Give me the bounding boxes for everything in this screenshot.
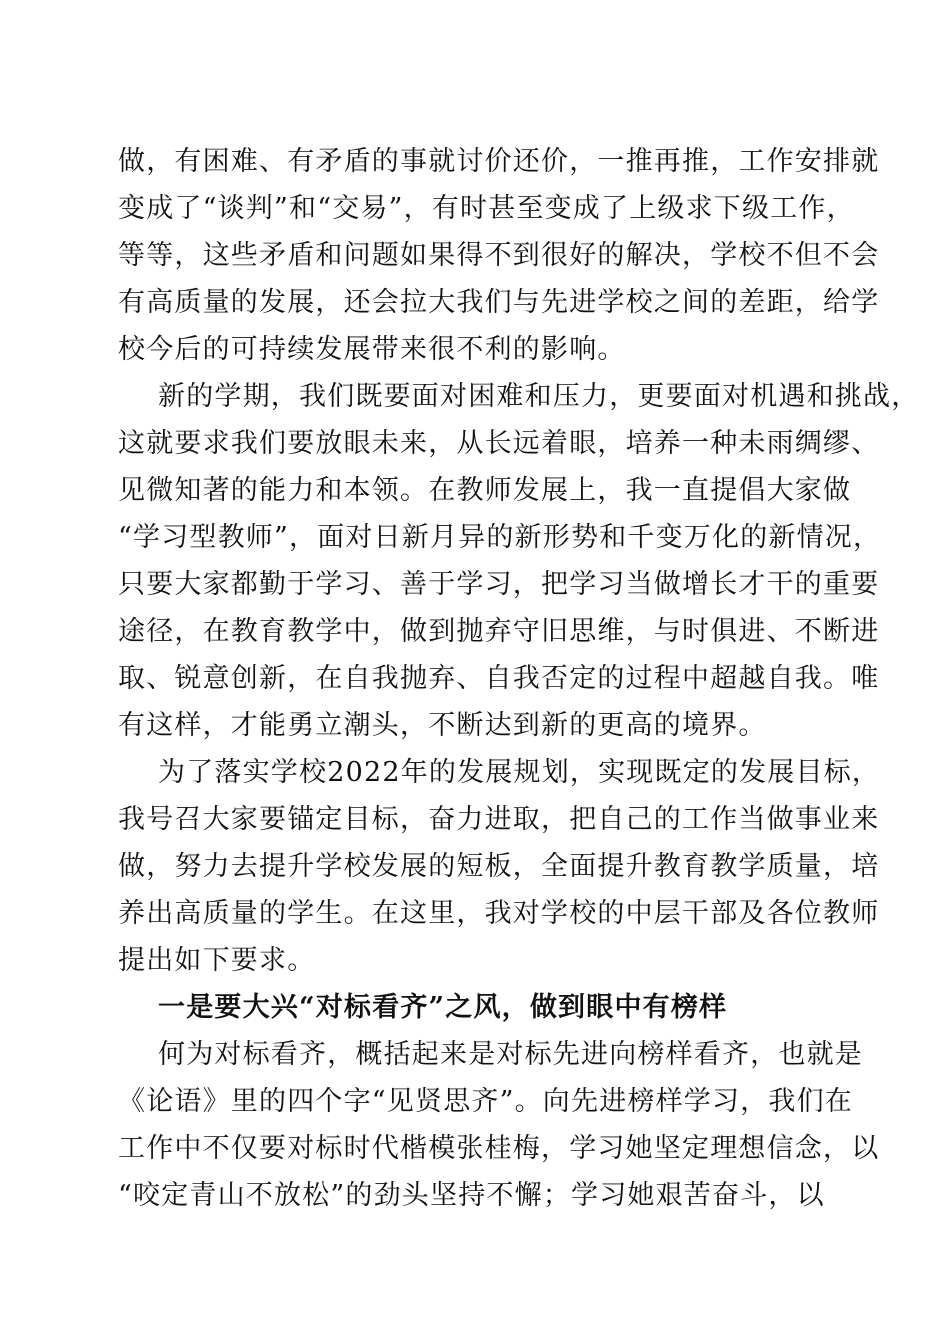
text-line: 养出高质量的学生。在这里，我对学校的中层干部及各位教师 xyxy=(118,898,880,929)
text-line: 何为对标看齐，概括起来是对标先进向榜样看齐，也就是 xyxy=(158,1039,863,1070)
text-line: 我号召大家要锚定目标，奋力进取，把自己的工作当做事业来 xyxy=(118,804,880,835)
text-line: 途径，在教育教学中，做到抛弃守旧思维，与时俱进、不断进 xyxy=(118,616,880,647)
text-line: 提出如下要求。 xyxy=(118,945,316,976)
paragraph-4 xyxy=(118,1031,880,1219)
text-line: 工作中不仅要对标时代楷模张桂梅，学习她坚定理想信念，以 xyxy=(118,1133,880,1164)
text-line: 等等，这些矛盾和问题如果得不到很好的解决，学校不但不会 xyxy=(118,240,880,271)
text-line: “学习型教师”，面对日新月异的新形势和千变万化的新情况， xyxy=(118,522,882,553)
heading-line: 一是要大兴“对标看齐”之风，做到眼中有榜样 xyxy=(158,992,728,1023)
text-line: 校今后的可持续发展带来很不利的影响。 xyxy=(118,334,626,365)
text-line: 变成了“谈判”和“交易”，有时甚至变成了上级求下级工作， xyxy=(118,193,855,224)
paragraph-3 xyxy=(118,749,881,984)
text-line: 取、锐意创新，在自我抛弃、自我否定的过程中超越自我。唯 xyxy=(118,663,880,694)
section-heading xyxy=(118,984,830,1031)
text-line: 做，努力去提升学校发展的短板，全面提升教育教学质量，培 xyxy=(118,851,880,882)
text-line: 做，有困难、有矛盾的事就讨价还价，一推再推，工作安排就 xyxy=(118,146,880,177)
text-line: 为了落实学校2022年的发展规划，实现既定的发展目标， xyxy=(158,757,881,788)
text-line: 有高质量的发展，还会拉大我们与先进学校之间的差距，给学 xyxy=(118,287,880,318)
text-line: 新的学期，我们既要面对困难和压力，更要面对机遇和挑战， xyxy=(158,381,920,412)
text-line: 见微知著的能力和本领。在教师发展上，我一直提倡大家做 xyxy=(118,475,852,506)
text-line: 有这样，才能勇立潮头，不断达到新的更高的境界。 xyxy=(118,710,767,741)
paragraph-2 xyxy=(118,373,920,749)
text-line: 这就要求我们要放眼未来，从长远着眼，培养一种未雨绸缪、 xyxy=(118,428,880,459)
text-line: “咬定青山不放松”的劲头坚持不懈；学习她艰苦奋斗，以 xyxy=(118,1180,825,1211)
text-line: 《论语》里的四个字“见贤思齐”。向先进榜样学习，我们在 xyxy=(118,1086,854,1117)
text-line: 只要大家都勤于学习、善于学习，把学习当做增长才干的重要 xyxy=(118,569,880,600)
paragraph-1 xyxy=(118,138,880,373)
document-body xyxy=(118,138,920,1219)
